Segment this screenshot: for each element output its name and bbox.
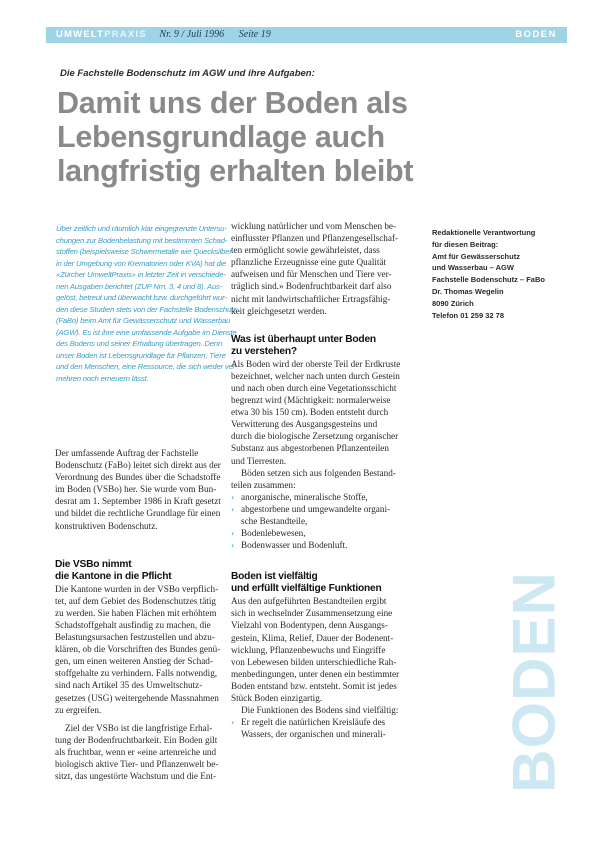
text-line: Aus den aufgeführten Bestandteilen ergibt (231, 596, 387, 607)
text-line: gesetzes (USG) weitergehende Massnahmen (55, 692, 219, 703)
lead-line: unser Boden ist Lebensgrundlage für Pflanzen, Tiere (56, 350, 226, 360)
headline (57, 86, 527, 188)
sidebar-line: Fachstelle Bodenschutz – FaBo (432, 275, 545, 285)
lead-line: mehren noch erneuern lässt. (56, 373, 149, 383)
text-line: träglich sind.» Bodenfruchtbarkeit darf also (231, 281, 392, 292)
list-item-line (231, 503, 398, 515)
subheading-line: und erfüllt vielfältige Funktionen (231, 583, 382, 595)
text-line: Belastungsursachen festzustellen und abzu- (55, 632, 215, 643)
lead-line: und den Menschen, eine Ressource, die sich weder ver- (56, 362, 238, 371)
list-item-text: Wassers, der organischen und minerali- (241, 729, 386, 740)
text-line: im Boden (VSBo) her. Sie wurde vom Bun- (55, 484, 217, 495)
subheading-line: zu verstehen? (231, 345, 297, 357)
page-number: Seite 19 (238, 29, 271, 40)
bullet-icon: › (231, 717, 235, 728)
text-line: zu ergreifen. (55, 704, 102, 715)
bullet-icon: › (231, 540, 235, 551)
lead-line: stoffen (beispielsweise Schwermetalle wie Quecksilber (56, 247, 232, 256)
text-line: wicklung, Pflanzenbewuchs und Eingriffe (231, 644, 386, 655)
headline-line: langfristig erhalten bleibt (57, 154, 414, 188)
sidebar-line: Dr. Thomas Wegelin (432, 286, 504, 296)
text-line: sich in wechselnder Zusammensetzung eine (231, 608, 393, 619)
text-line: Bodenschutz (FaBo) leitet sich direkt aus der (55, 460, 221, 471)
text-line: Verwitterung des Ausgangsgesteins und (231, 419, 378, 430)
sidebar-line: Telefon 01 259 32 78 (432, 310, 504, 320)
text-line: tet, auf dem Gebiet des Bodenschutzes tätig (55, 595, 216, 606)
subheading-line: Die VSBo nimmt (55, 558, 132, 570)
spacer (231, 551, 398, 571)
brand-praxis: PRAXIS (104, 29, 147, 40)
sidebar-line: und Wasserbau – AGW (432, 263, 514, 273)
list-item-text: Er regelt die natürlichen Kreisläufe des (241, 717, 386, 728)
header-left (56, 29, 271, 40)
sidebar-line: Amt für Gewässerschutz (432, 251, 520, 261)
list-item-line (231, 539, 398, 551)
text-line: gen, um einen weiteren Anstieg der Schad- (55, 656, 213, 667)
text-line: Vielzahl von Bodentypen, denn Ausgangs- (231, 620, 388, 631)
list-item-text: Bodenlebewesen, (241, 528, 306, 539)
text-line: sind nach Artikel 35 des Umweltschutz- (55, 680, 203, 691)
lead-line: «Zürcher UmweltPraxis» in letzter Zeit in verschiede- (56, 270, 226, 279)
text-line: aufweisen und für Menschen und Tiere ver- (231, 269, 392, 280)
text-line: sitzt, das ungestörte Wachstum und die Ent- (55, 771, 217, 782)
text-line: Ziel der VSBo ist die langfristige Erhal- (65, 722, 213, 733)
list-item-line (231, 515, 398, 527)
vertical-section-label (500, 557, 568, 807)
subheading-line: die Kantone in die Pflicht (55, 570, 172, 582)
text-line: Boden entstand bzw. entsteht. Somit ist jedes (231, 680, 397, 691)
lead-line: (FaBo) beim Amt für Gewässerschutz und Wasserbau (56, 316, 231, 325)
lead-paragraph (56, 223, 238, 384)
text-line: tung der Bodenfruchtbarkeit. Ein Boden gilt (55, 734, 218, 745)
text-line: begrenzt wird (Mächtigkeit: normalerweise (231, 395, 391, 406)
text-line: zu werden. Sie haben Flächen mit erhöhtem (55, 607, 217, 618)
brand-umwelt: UMWELT (56, 29, 105, 40)
lead-line: gelöst, betreut und überwacht bzw. durchgeführt wur- (56, 293, 227, 302)
text-line: Substanz aus abgestorbenen Pflanzenteilen (231, 443, 389, 454)
lead-line: des Bodens und seiner Erhaltung übertragen. Denn (56, 339, 223, 348)
list-item-text: abgestorbene und umgewandelte organi- (241, 503, 391, 514)
headline-line: Damit uns der Boden als (57, 86, 408, 120)
list-item-text: anorganische, mineralische Stoffe, (241, 491, 368, 502)
bullet-icon: › (231, 491, 235, 502)
text-line: stoffgehalte zu verhindern. Falls notwendig, (55, 668, 218, 679)
issue-number: Nr. 9 / Juli 1996 (159, 29, 225, 40)
text-line: etwa 30 bis 150 cm). Boden entsteht durch (231, 407, 389, 418)
lead-line: nen Ausgaben berichtet (ZUP Nrn. 3, 4 und 8). Aus- (56, 281, 223, 291)
text-column-left (55, 447, 220, 782)
text-line: nicht mit landwirtschaftlicher Ertragsfähig- (231, 293, 391, 304)
section-label: BODEN (515, 29, 557, 40)
text-line: durch die biologische Zersetzung organischer (231, 431, 399, 442)
text-line: Stück Boden einzigartig. (231, 693, 323, 703)
text-line: klären, ob die Vorschriften des Bundes genü- (55, 644, 221, 655)
text-line: desrat am 1. September 1986 in Kraft gesetzt (55, 496, 221, 507)
text-line: einflusster Pflanzen und Pflanzengesellschaf- (231, 233, 399, 244)
text-line: Schadstoffgehalt ausfindig zu machen, die (55, 619, 211, 630)
lead-line: (AGW). Es ist ihre eine umfassende Aufgabe im Dienste (56, 327, 237, 337)
subheading-line: Boden ist vielfältig (231, 571, 318, 583)
text-line: von Lebewesen bilden unterschiedliche Rah- (231, 656, 397, 667)
list-item-line (231, 728, 398, 740)
list-item-line (231, 716, 398, 728)
text-line: Verordnung des Bundes über die Schadstoffe (55, 472, 221, 483)
header-bar (46, 27, 567, 43)
lead-line: in der Umgebung von Krematorien oder KVA) hat die (56, 258, 227, 268)
bullet-icon: › (231, 528, 235, 539)
sidebar-line: 8090 Zürich (432, 298, 474, 308)
text-line: pflanzliche Erzeugnisse eine gute Qualität (231, 257, 387, 268)
text-line: Der umfassende Auftrag der Fachstelle (55, 448, 199, 458)
list-item-text: sche Bestandteile, (241, 515, 308, 526)
text-line: keit gleichgesetzt werden. (231, 305, 327, 316)
vertical-label-text: BODEN (500, 571, 568, 793)
text-line: Als Boden wird der oberste Teil der Erdkruste (231, 358, 401, 369)
text-line: menbedingungen, unter denen ein bestimmter (231, 668, 400, 679)
text-line: konstruktiven Bodenschutz. (55, 520, 158, 531)
spacer (55, 532, 220, 559)
editorial-info-box (432, 227, 545, 321)
text-line: Die Kantone wurden in der VSBo verpflich- (55, 583, 219, 594)
headline-line: Lebensgrundlage auch (57, 120, 385, 154)
text-line: ten ermöglicht sowie gewährleistet, dass (231, 245, 380, 256)
subheading-line: Was ist überhaupt unter Boden (231, 333, 376, 345)
text-line: Die Funktionen des Bodens sind vielfältig: (241, 705, 399, 716)
sidebar-line: für diesen Beitrag: (432, 239, 499, 249)
list-item-line (231, 527, 398, 539)
text-line: bezeichnet, welcher nach unten durch Gestein (231, 370, 400, 381)
sidebar-line: Redaktionelle Verantwortung (432, 228, 536, 237)
text-line: gestein, Klima, Relief, Dauer der Bodenent- (231, 632, 394, 643)
bullet-icon: › (231, 503, 235, 514)
lead-line: chungen zur Bodenbelastung mit bestimmten Schad- (56, 235, 228, 245)
text-line: Böden setzen sich aus folgenden Bestand- (241, 467, 396, 478)
text-line: wicklung natürlicher und vom Menschen be- (231, 221, 397, 231)
text-line: und bildet die rechtliche Grundlage für einen (55, 508, 221, 519)
kicker: Die Fachstelle Bodenschutz im AGW und ihre Aufgaben: (60, 68, 315, 79)
list-item-text: Bodenwasser und Bodenluft. (241, 540, 348, 551)
text-line: und nach oben durch eine Vegetationsschicht (231, 382, 397, 393)
spacer (231, 317, 398, 334)
lead-line: Über zeitlich und räumlich klar eingegrenzte Untersu- (56, 224, 227, 233)
text-line: und Tierresten. (231, 455, 287, 466)
lead-line: den diese Studien stets von der Fachstelle Bodenschutz (56, 304, 237, 314)
list-item-line (231, 491, 398, 503)
text-line: teilen zusammen: (231, 479, 296, 490)
text-column-middle (231, 220, 401, 740)
text-line: biologisch aktive Tier- und Pflanzenwelt be- (55, 758, 219, 769)
text-line: als fruchtbar, wenn er «eine artenreiche und (55, 746, 217, 757)
